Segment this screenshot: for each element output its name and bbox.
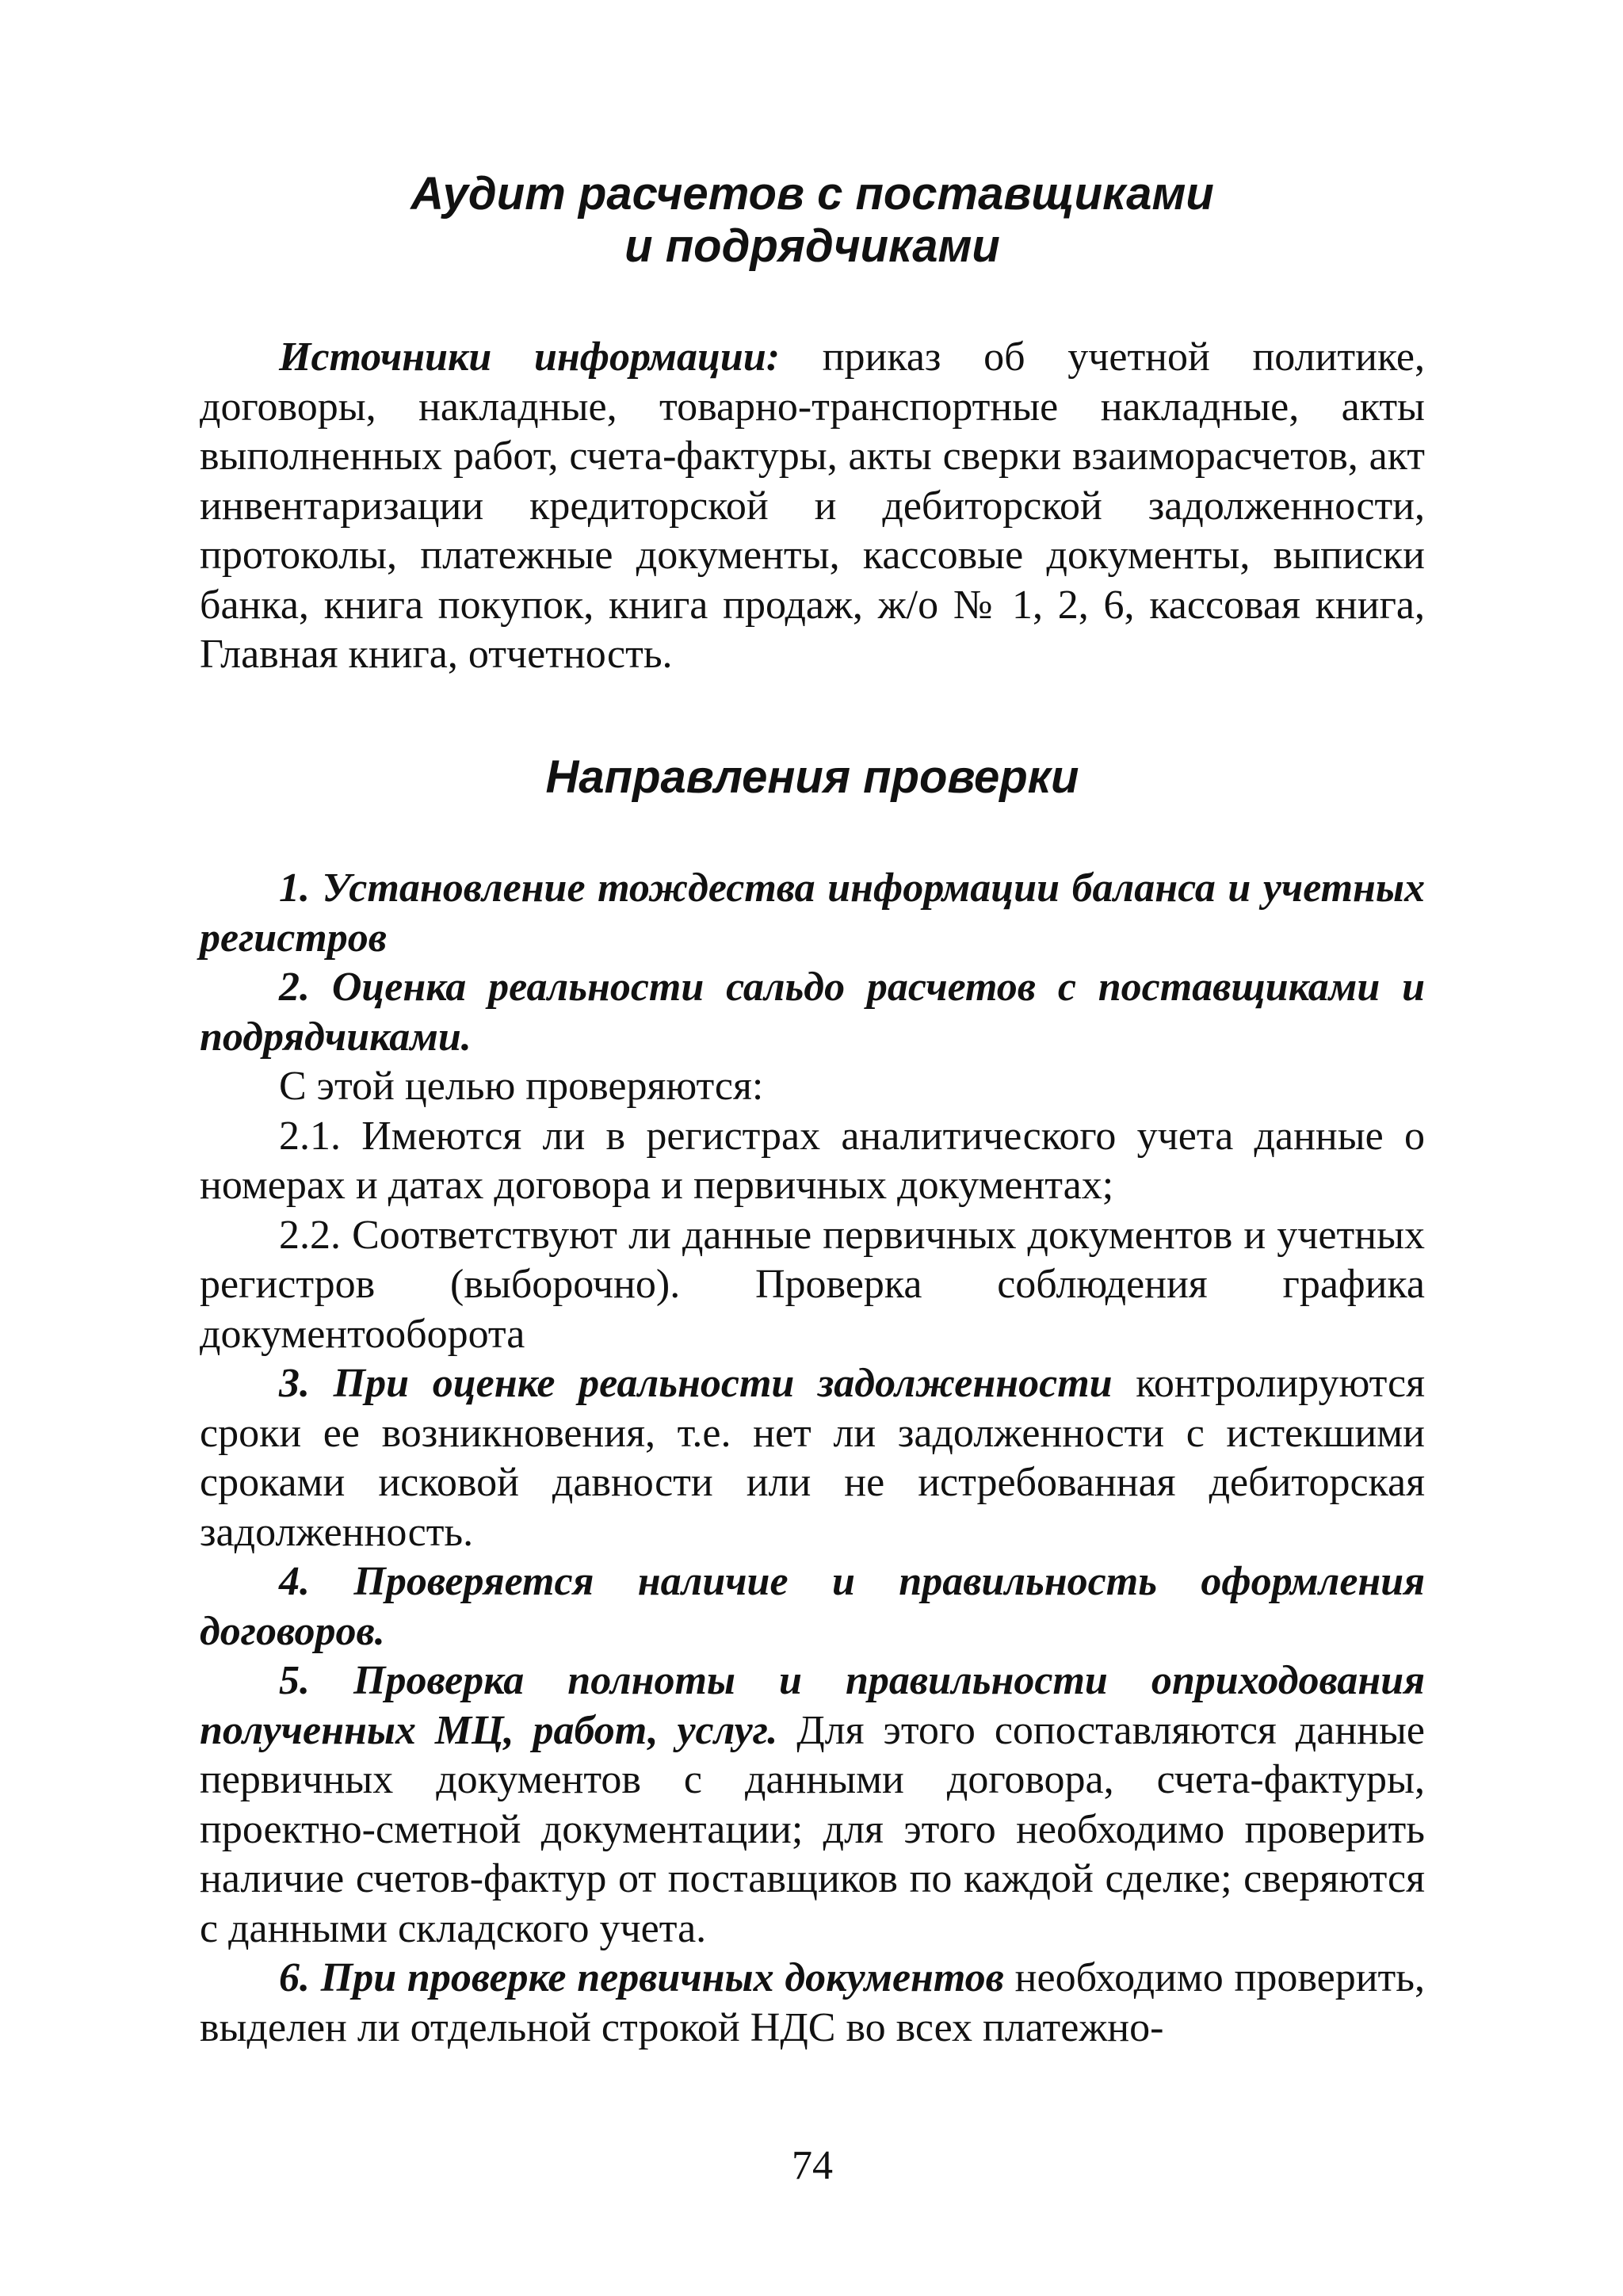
sources-label: Источники информации:: [279, 334, 781, 380]
sources-paragraph: [200, 333, 1425, 680]
direction-item-2-2: 2.2. Соответствуют ли данные первичных документов и учетных регистров (выборочно). Проверка соблюдения графика документооборота: [200, 1212, 1425, 1357]
directions-list: [200, 864, 1425, 2053]
direction-item-2-intro: С этой целью проверяются:: [279, 1064, 764, 1109]
direction-item-6: [200, 1954, 1425, 2053]
page-title-line-1: Аудит расчетов с поставщиками: [411, 168, 1214, 220]
direction-item-2-1: 2.1. Имеются ли в регистрах аналитического учета данные о номерах и датах договора и первичных документах;: [200, 1113, 1425, 1208]
page-title-line-2: и подрядчиками: [624, 220, 1000, 272]
section-heading: [200, 751, 1425, 804]
direction-item-6-text: необходимо проверить, выделен ли отдельной строкой НДС во всех платежно-: [200, 1955, 1425, 2050]
page-title: [200, 168, 1425, 273]
direction-item-4: 4. Проверяется наличие и правильность оформления договоров.: [200, 1559, 1425, 1654]
sources-text: приказ об учетной политике, договоры, накладные, товарно-транспортные накладные, акты выполненных работ, счета-фактуры, акты сверки взаиморасчетов, акт инвентаризации кредиторской и дебиторской задолженности, протоколы, платежные документы, кассовые документы, выписки банка, книга покупок, книга продаж, ж/о № 1, 2, 6, кассовая книга, Главная книга, отчетность.: [200, 334, 1425, 677]
document-page: [200, 0, 1425, 2296]
direction-item-3: [200, 1359, 1425, 1557]
page-number: 74: [792, 2143, 833, 2188]
direction-item-2: 2. Оценка реальности сальдо расчетов с поставщиками и подрядчиками.: [200, 965, 1425, 1060]
sources-section: [200, 333, 1425, 680]
direction-item-6-heading: 6. При проверке первичных документов: [279, 1955, 1004, 2000]
direction-item-5-text: Для этого сопоставляются данные первичных документов с данными договора, счета-фактуры, проектно-сметной документации; для этого необходимо проверить наличие счетов-фактур от поставщиков по каждой сделке; сверяются с данными складского учета.: [200, 1707, 1425, 1951]
direction-item-5-heading: 5. Проверка полноты и правильности оприходования полученных МЦ, работ, услуг.: [200, 1658, 1425, 1753]
section-title: Направления проверки: [545, 751, 1079, 803]
direction-item-5: [200, 1656, 1425, 1954]
direction-item-3-heading: 3. При оценке реальности задолженности: [279, 1361, 1113, 1406]
direction-item-3-text: контролируются сроки ее возникновения, т.е. нет ли задолженности с истекшими сроками исковой давности или не истребованная дебиторская задолженность.: [200, 1361, 1425, 1555]
direction-item-1: 1. Установление тождества информации баланса и учетных регистров: [200, 865, 1425, 961]
